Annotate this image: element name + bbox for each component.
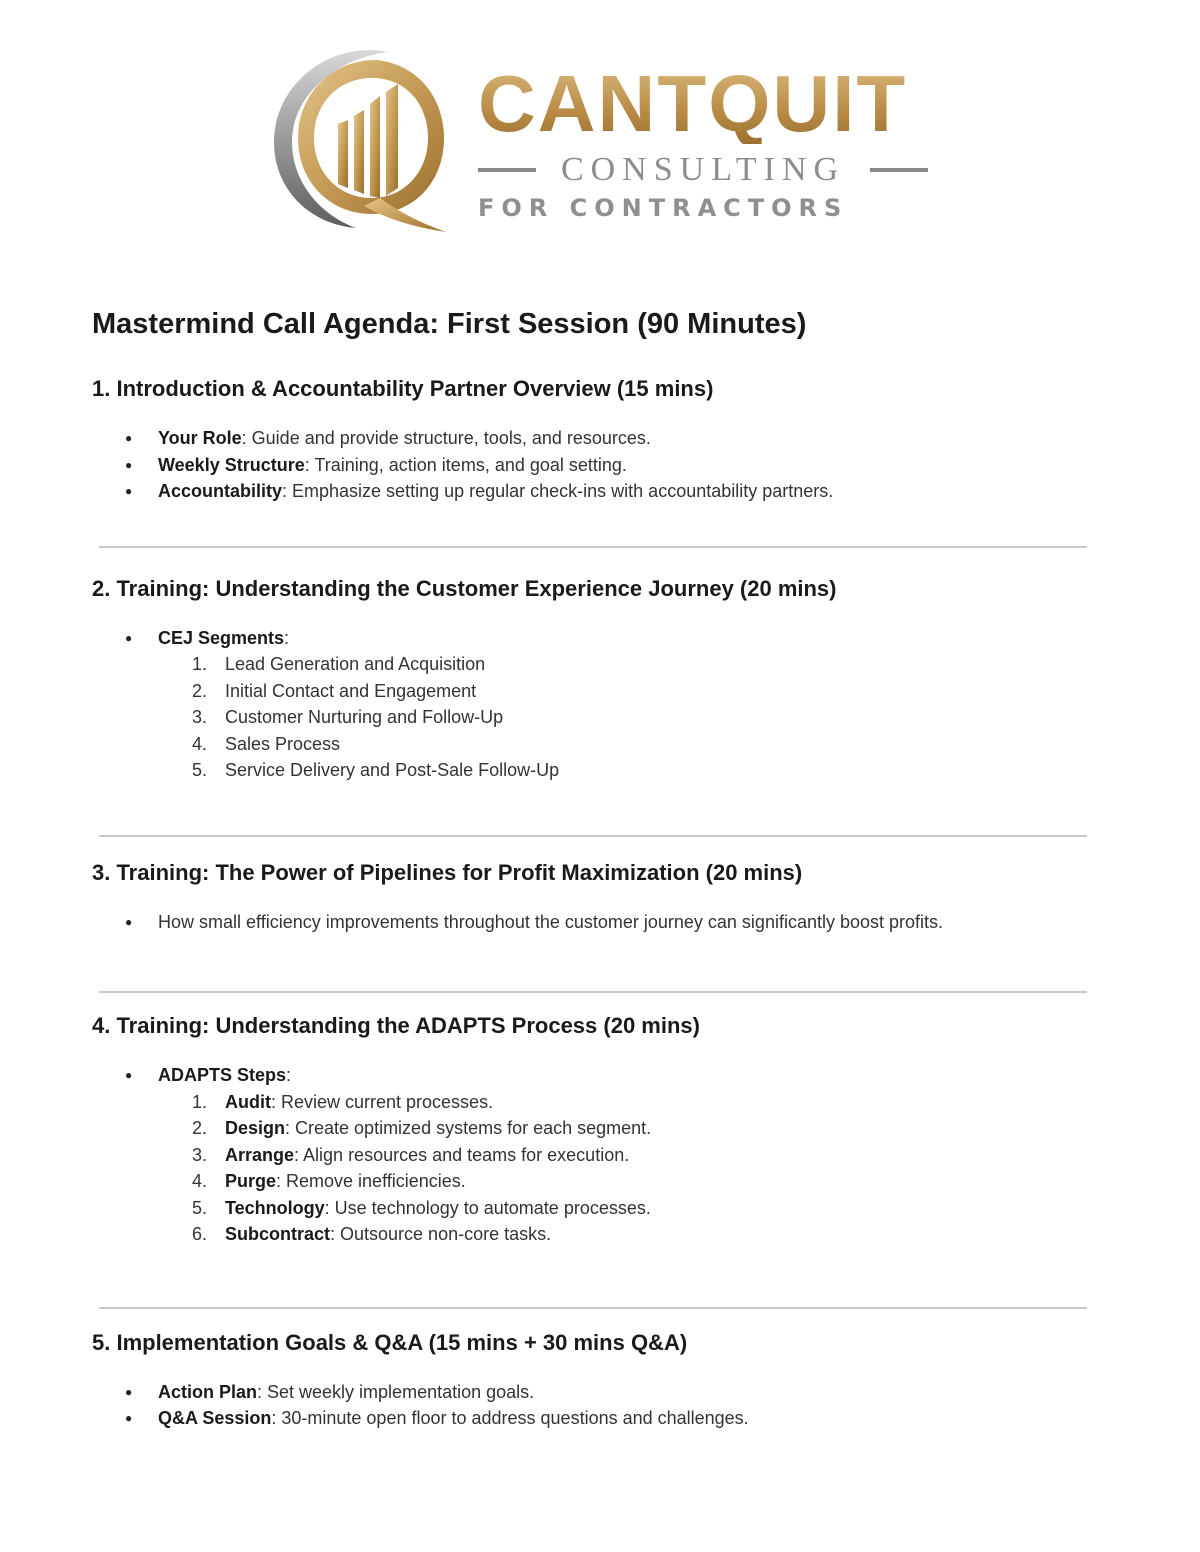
section-divider — [99, 991, 1087, 993]
item-text: Lead Generation and Acquisition — [225, 654, 486, 674]
item-text: : Training, action items, and goal setting. — [304, 454, 627, 475]
item-text: : Use technology to automate processes. — [324, 1197, 651, 1218]
section-1 — [92, 374, 1102, 505]
section-divider — [99, 835, 1087, 837]
section-divider — [99, 546, 1087, 548]
bullet-list — [92, 909, 1102, 936]
brand-subtitle: CONSULTING — [560, 151, 846, 188]
item-label: Weekly Structure — [158, 454, 305, 475]
item-text: : Review current processes. — [270, 1091, 494, 1112]
item-number: 2. — [192, 1118, 208, 1138]
brand-name: CANTQUIT — [478, 64, 928, 144]
section-heading: 2. Training: Understanding the Customer Experience Journey (20 mins) — [92, 575, 837, 601]
item-number: 5. — [192, 760, 208, 780]
item-number: 1. — [192, 654, 208, 674]
list-item — [92, 1062, 1102, 1089]
item-label: Purge — [225, 1171, 277, 1191]
item-label: Q&A Session — [158, 1408, 272, 1428]
bullet-list — [92, 625, 1102, 652]
item-text: Customer Nurturing and Follow-Up — [225, 707, 504, 727]
company-logo — [268, 38, 938, 238]
item-text: : Outsource non-core tasks. — [330, 1224, 552, 1244]
page-title: Mastermind Call Agenda: First Session (90 Minutes) — [92, 308, 807, 340]
section-5 — [92, 1328, 1102, 1432]
section-heading: 4. Training: Understanding the ADAPTS Process (20 mins) — [92, 1013, 700, 1038]
item-text: : 30-minute open floor to address questions and challenges. — [271, 1408, 749, 1428]
bullet-list — [92, 1062, 1102, 1089]
item-label: Arrange — [225, 1144, 295, 1165]
item-label: CEJ Segments — [158, 627, 285, 648]
list-item — [92, 1142, 1102, 1169]
item-text: Service Delivery and Post-Sale Follow-Up — [225, 760, 560, 780]
item-number: 6. — [192, 1224, 208, 1244]
item-text: Initial Contact and Engagement — [225, 680, 477, 701]
numbered-list — [92, 1089, 1102, 1248]
logo-rule-left — [478, 168, 536, 172]
section-heading: 3. Training: The Power of Pipelines for Profit Maximization (20 mins) — [92, 859, 803, 885]
list-item — [92, 478, 1102, 505]
item-label: Action Plan — [158, 1381, 258, 1402]
item-number: 4. — [192, 1171, 208, 1191]
item-text: : Emphasize setting up regular check-ins with accountability partners. — [282, 481, 834, 501]
section-4 — [92, 1011, 1102, 1248]
logo-rule-right — [870, 168, 928, 172]
agenda-document — [92, 302, 1102, 1432]
item-text: : Guide and provide structure, tools, and resources. — [241, 428, 651, 448]
list-item — [92, 757, 1102, 784]
item-text: : — [286, 1065, 292, 1085]
item-text: : Set weekly implementation goals. — [257, 1381, 535, 1402]
list-item — [92, 909, 1102, 936]
item-text: : — [284, 627, 290, 648]
list-item — [92, 704, 1102, 731]
logo-emblem-icon — [268, 38, 458, 234]
item-text: : Align resources and teams for execution. — [294, 1144, 630, 1165]
list-item — [92, 625, 1102, 652]
list-item — [92, 1168, 1102, 1195]
item-number: 2. — [192, 680, 208, 701]
section-divider — [99, 1307, 1087, 1309]
section-2 — [92, 574, 1102, 784]
item-label: ADAPTS Steps — [158, 1065, 287, 1085]
item-label: Design — [225, 1118, 286, 1138]
item-text: How small efficiency improvements throughout the customer journey can significantly boost profits. — [158, 911, 944, 932]
brand-tagline: FOR CONTRACTORS — [478, 194, 849, 222]
item-number: 3. — [192, 707, 208, 727]
item-label: Subcontract — [225, 1224, 331, 1244]
item-number: 3. — [192, 1144, 208, 1165]
list-item — [92, 1405, 1102, 1432]
list-item — [92, 731, 1102, 758]
bullet-list — [92, 1379, 1102, 1432]
item-label: Accountability — [158, 481, 283, 501]
list-item — [92, 678, 1102, 705]
item-number: 5. — [192, 1197, 208, 1218]
list-item — [92, 452, 1102, 479]
list-item — [92, 425, 1102, 452]
item-number: 1. — [192, 1091, 208, 1112]
list-item — [92, 1195, 1102, 1222]
item-label: Your Role — [158, 428, 242, 448]
section-heading: 1. Introduction & Accountability Partner Overview (15 mins) — [92, 376, 714, 401]
section-3 — [92, 858, 1102, 936]
numbered-list — [92, 651, 1102, 784]
item-label: Technology — [225, 1197, 325, 1218]
section-heading: 5. Implementation Goals & Q&A (15 mins + 30 mins Q&A) — [92, 1329, 688, 1355]
list-item — [92, 651, 1102, 678]
item-text: : Remove inefficiencies. — [276, 1171, 466, 1191]
item-number: 4. — [192, 733, 208, 754]
item-text: : Create optimized systems for each segment. — [285, 1118, 652, 1138]
list-item — [92, 1379, 1102, 1406]
list-item — [92, 1089, 1102, 1116]
item-label: Audit — [225, 1091, 271, 1112]
list-item — [92, 1115, 1102, 1142]
bullet-list — [92, 425, 1102, 505]
item-text: Sales Process — [225, 733, 341, 754]
list-item — [92, 1221, 1102, 1248]
